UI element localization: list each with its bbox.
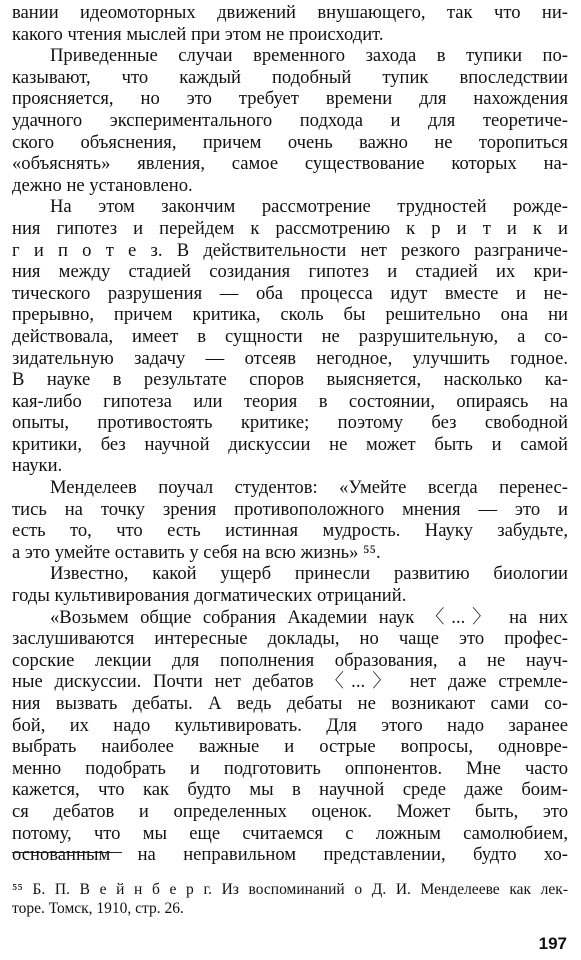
text-line: ния вызвать дебаты. А ведь дебаты не возникают сами со- [12,693,568,714]
text-line: менно подобрать и подготовить оппонентов. Мне часто [12,757,568,779]
text-line: удачного экспериментального подхода и для теоретиче- [12,109,568,131]
text-line: «Возьмем общие собрания Академии наук 〈...〉 на них [50,606,568,628]
text-line: кажется, что как будто мы в научной среде даже боим- [12,779,568,801]
text-line: науки. [12,455,63,477]
text-line: проясняется, но это требует времени для нахождения [12,88,568,110]
text-line: действовала, имеет в сущности не разрушительную, а со- [12,325,568,347]
footnote-line: ⁵⁵ Б. П. В е й н б е р г. Из воспоминаний о Д. И. Менделееве как лек- [12,881,568,898]
text-line: Известно, какой ущерб принесли развитию биологии [50,563,568,585]
footnote-rule [12,852,122,853]
footnote [12,880,568,918]
text-line: потому, что мы еще считаемся с ложным самолюбием, [12,822,568,844]
text-line: опыты, противостоять критике; поэтому без свободной [12,412,568,434]
text-line: На этом закончим рассмотрение трудностей рожде- [50,196,568,218]
text-line: тического разрушения — оба процесса идут вместе и не- [12,282,568,304]
text-line: годы культивирования догматических отрицаний. [12,585,407,607]
text-line: «объяснять» явления, самое существование которых на- [12,153,568,175]
text-line: вании идеомоторных движений внушающего, так что ни- [12,2,568,23]
text-line: есть то, что есть истинная мудрость. Науку забудьте, [12,520,568,542]
text-line: ния гипотез и перейдем к рассмотрению к р и т и к и [12,217,568,239]
text-line: г и п о т е з. В действительности нет резкого разграниче- [12,239,568,261]
text-line: кая-либо гипотеза или теория в состоянии, опираясь на [12,390,568,412]
text-line: ния между стадией созидания гипотез и стадией их кри- [12,261,568,283]
page-body [12,2,568,866]
text-line: сорские лекции для пополнения образования, а не науч- [12,649,568,671]
footnote-line: торе. Томск, 1910, стр. 26. [12,900,184,917]
text-line: основанным на неправильном представлении, будто хо- [12,844,568,866]
text-line: критики, без научной дискуссии не может быть и самой [12,433,568,455]
text-line: а это умейте оставить у себя на всю жизнь» ⁵⁵. [12,541,381,563]
text-line: прерывно, причем критика, сколь бы решительно она ни [12,304,568,326]
text-line: заслушиваются интересные доклады, но чаще это профес- [12,628,568,650]
text-line: Приведенные случаи временного захода в тупики по- [50,45,568,67]
text-line: ского объяснения, причем очень важно не торопиться [12,131,568,153]
text-line: ся дебатов и определенных оценок. Может быть, это [12,800,568,822]
text-line: В науке в результате споров выясняется, насколько ка- [12,369,568,391]
text-line: Менделеев поучал студентов: «Умейте всегда перенес- [50,477,568,499]
page-number: 197 [538,934,567,953]
text-line: казывают, что каждый подобный тупик впоследствии [12,66,568,88]
text-line: какого чтения мыслей при этом не происходит. [12,23,384,45]
text-line: тись на точку зрения противоположного мнения — это и [12,498,568,520]
text-line: ные дискуссии. Почти нет дебатов 〈...〉 нет даже стремле- [12,671,568,693]
text-line: зидательную задачу — отсеяв негодное, улучшить годное. [12,347,568,369]
text-line: дежно не установлено. [12,174,193,196]
text-line: бой, их надо культивировать. Для этого надо заранее [12,714,568,736]
text-line: выбрать наиболее важные и острые вопросы, одновре- [12,736,568,758]
